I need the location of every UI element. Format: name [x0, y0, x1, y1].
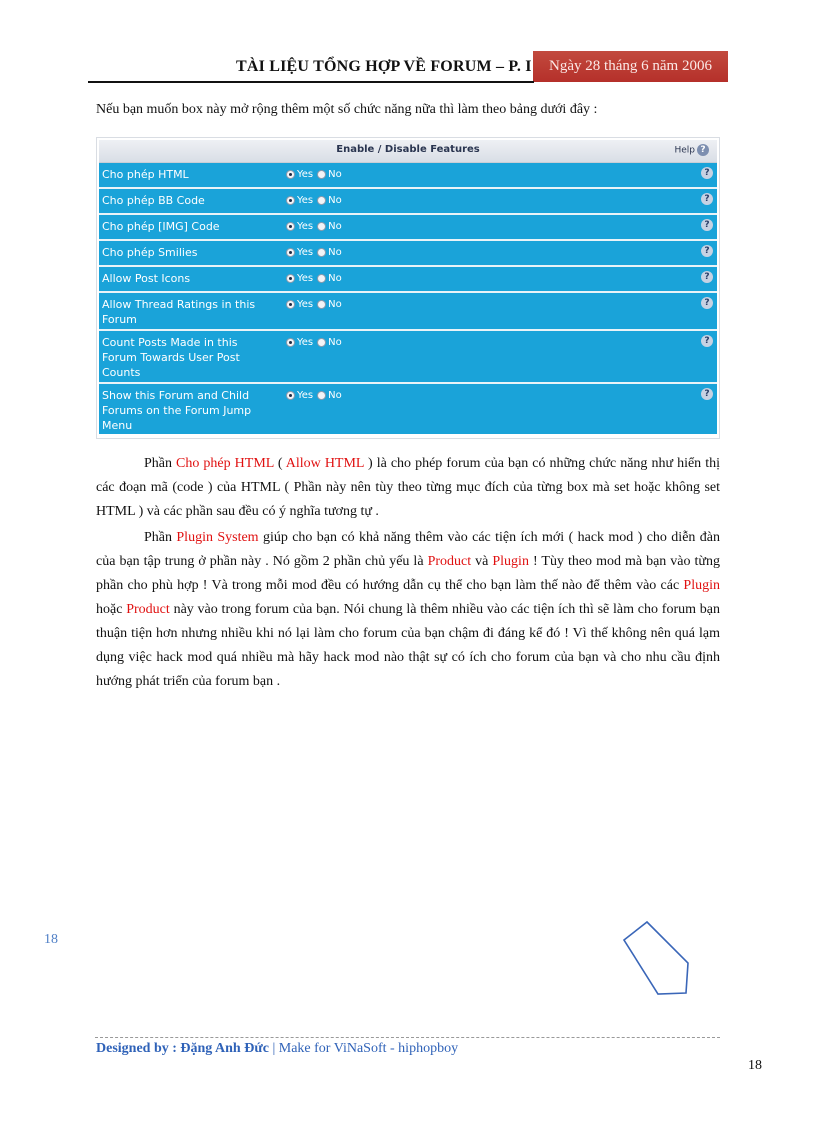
help-label: Help — [674, 145, 695, 156]
yes-no-options — [286, 169, 346, 181]
settings-rows — [99, 163, 717, 434]
radio-yes[interactable] — [286, 274, 295, 283]
setting-label: Allow Thread Ratings in this Forum — [102, 298, 256, 326]
help-icon[interactable]: ? — [701, 245, 713, 257]
radio-no[interactable] — [317, 338, 326, 347]
radio-no[interactable] — [317, 248, 326, 257]
setting-label: Cho phép BB Code — [102, 194, 205, 207]
highlight-term: Allow HTML — [285, 456, 364, 471]
yes-label: Yes — [297, 247, 314, 258]
setting-label: Cho phép Smilies — [102, 246, 198, 259]
no-label: No — [328, 337, 342, 348]
document-title: TÀI LIỆU TỔNG HỢP VỀ FORUM – P. I — [236, 58, 532, 75]
yes-label: Yes — [297, 273, 314, 284]
help-icon[interactable]: ? — [701, 297, 713, 309]
help-icon[interactable]: ? — [701, 193, 713, 205]
setting-row-allow-smilies — [99, 241, 717, 267]
paragraph-allow-html — [96, 452, 720, 524]
setting-row-thread-ratings — [99, 293, 717, 331]
help-icon[interactable]: ? — [701, 335, 713, 347]
highlight-term: Plugin — [683, 578, 720, 593]
yes-no-options — [286, 195, 346, 207]
help-icon[interactable]: ? — [701, 167, 713, 179]
radio-yes[interactable] — [286, 222, 295, 231]
text: ! Tùy theo mod mà bạn vào từng phần cho phù hợp ! Và trong mỗi mod đều có hướng dẫn cụ thể cho bạn làm thế nào để thêm vào các — [96, 554, 721, 593]
footer-credit — [96, 1041, 458, 1057]
yes-no-options — [286, 337, 346, 349]
yes-label: Yes — [297, 221, 314, 232]
yes-no-options — [286, 390, 346, 402]
yes-label: Yes — [297, 337, 314, 348]
highlight-term: Plugin — [492, 554, 529, 569]
yes-no-options — [286, 299, 346, 311]
yes-label: Yes — [297, 195, 314, 206]
highlight-term: Product — [126, 602, 170, 617]
radio-yes[interactable] — [286, 248, 295, 257]
setting-row-count-posts — [99, 331, 717, 384]
no-label: No — [328, 299, 342, 310]
highlight-term: Cho phép HTML — [176, 456, 274, 471]
footer-separator: | — [272, 1041, 276, 1056]
paragraph-plugin-system — [96, 526, 720, 694]
text: này vào trong forum của bạn. Nói chung là thêm nhiều vào các tiện ích thì sẽ làm cho forum bạn thuận tiện hơn nhưng nhiều khi nó lại làm cho forum của bạn chậm đi đáng kể đó ! Vì thế không nên quá lạm dụng việc hack mod quá nhiều mà hãy hack mod nào thật sự có ích cho forum của bạn và cho nhu cầu định hướng phát triển của forum bạn . — [96, 602, 720, 689]
text: và — [471, 554, 493, 569]
no-label: No — [328, 195, 342, 206]
text: hoặc — [96, 602, 127, 617]
intro-text: Nếu bạn muốn box này mở rộng thêm một số chức năng nữa thì làm theo bảng dưới đây : — [96, 102, 598, 117]
feature-settings-panel — [96, 137, 720, 439]
highlight-term: Product — [427, 554, 472, 569]
radio-yes[interactable] — [286, 338, 295, 347]
no-label: No — [328, 247, 342, 258]
yes-label: Yes — [297, 169, 314, 180]
radio-no[interactable] — [317, 274, 326, 283]
radio-yes[interactable] — [286, 391, 295, 400]
help-icon: ? — [697, 144, 709, 156]
text: Phần — [144, 456, 177, 471]
help-link[interactable] — [674, 144, 709, 156]
yes-label: Yes — [297, 299, 314, 310]
date-badge: Ngày 28 tháng 6 năm 2006 — [533, 51, 728, 82]
help-icon[interactable]: ? — [701, 219, 713, 231]
radio-no[interactable] — [317, 222, 326, 231]
text: giúp cho bạn có khả năng thêm vào các tiện ích mới ( hack mod ) cho diễn đàn của bạn tập trung ở phần này . Nó gồm 2 phần chủ yếu là — [96, 530, 721, 569]
panel-header — [99, 140, 717, 163]
setting-label: Count Posts Made in this Forum Towards User Post Counts — [102, 336, 240, 379]
pentagon-outline — [624, 922, 688, 994]
setting-label: Cho phép [IMG] Code — [102, 220, 220, 233]
help-icon[interactable]: ? — [701, 271, 713, 283]
radio-yes[interactable] — [286, 196, 295, 205]
setting-label: Allow Post Icons — [102, 272, 191, 285]
yes-no-options — [286, 221, 346, 233]
yes-no-options — [286, 273, 346, 285]
pentagon-shape-icon — [620, 920, 696, 998]
header-divider — [88, 81, 534, 83]
page-number: 18 — [748, 1058, 762, 1073]
page-number-margin: 18 — [44, 932, 58, 947]
yes-no-options — [286, 247, 346, 259]
panel-title: Enable / Disable Features — [336, 144, 480, 155]
radio-no[interactable] — [317, 300, 326, 309]
no-label: No — [328, 390, 342, 401]
setting-row-post-icons — [99, 267, 717, 293]
radio-no[interactable] — [317, 170, 326, 179]
text: ( — [273, 456, 286, 471]
setting-row-forum-jump — [99, 384, 717, 434]
radio-yes[interactable] — [286, 300, 295, 309]
setting-label: Cho phép HTML — [102, 168, 189, 181]
radio-no[interactable] — [317, 391, 326, 400]
setting-label: Show this Forum and Child Forums on the Forum Jump Menu — [102, 389, 252, 432]
yes-label: Yes — [297, 390, 314, 401]
radio-yes[interactable] — [286, 170, 295, 179]
highlight-term: Plugin System — [176, 530, 259, 545]
setting-row-allow-img-code — [99, 215, 717, 241]
no-label: No — [328, 169, 342, 180]
help-icon[interactable]: ? — [701, 388, 713, 400]
made-for-credit: Make for ViNaSoft - hiphopboy — [278, 1041, 459, 1056]
no-label: No — [328, 273, 342, 284]
text: ) là cho phép forum của bạn có những chức năng như hiển thị các đoạn mã (code ) của HTML ( Phần này nên tùy theo từng mục đích của từng box mà set hoặc không set HTML ) và các phần sau đều có ý nghĩa tương tự . — [96, 456, 721, 519]
setting-row-allow-bbcode — [99, 189, 717, 215]
text: Phần — [144, 530, 177, 545]
setting-row-allow-html — [99, 163, 717, 189]
footer-divider — [95, 1037, 720, 1038]
designer-credit: Designed by : Đặng Anh Đức — [96, 1041, 269, 1056]
radio-no[interactable] — [317, 196, 326, 205]
no-label: No — [328, 221, 342, 232]
